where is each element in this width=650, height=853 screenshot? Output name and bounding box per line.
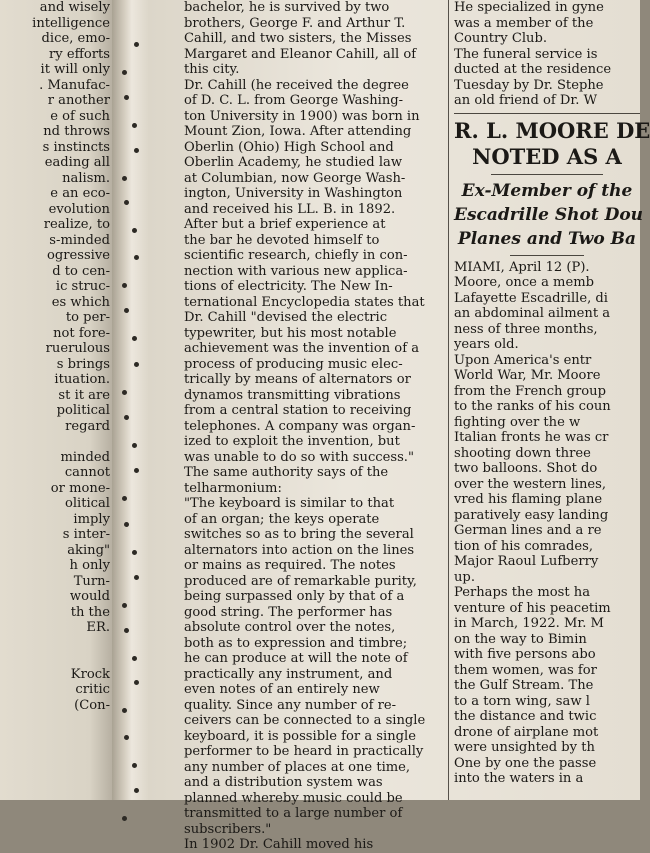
text-line: into the waters in a	[454, 771, 584, 786]
text-line: ER.	[86, 620, 110, 635]
text-line: One by one the passe	[454, 755, 597, 771]
subhead-divider	[510, 255, 584, 256]
text-line: eading all	[44, 155, 110, 170]
text-line: Krock	[70, 666, 110, 682]
text-line: or mains as required. The notes	[184, 558, 396, 573]
binding-hole	[122, 390, 127, 395]
binding-hole	[134, 362, 139, 367]
text-line: Mount Zion, Iowa. After attending	[184, 124, 412, 139]
moore-obituary-column	[454, 0, 650, 787]
text-line: this city.	[184, 62, 240, 77]
text-line: it will only	[40, 62, 110, 77]
text-line: alternators into action on the lines	[184, 542, 415, 558]
text-line: good string. The performer has	[184, 604, 393, 620]
text-line: practically any instrument, and	[184, 666, 393, 682]
binding-hole	[132, 550, 137, 555]
text-line: Upon America's entr	[454, 352, 592, 368]
text-line: ness of three months,	[454, 321, 598, 337]
binding-hole	[134, 148, 139, 153]
text-line: The funeral service is	[454, 46, 598, 62]
text-line: Dr. Cahill "devised the electric	[184, 310, 388, 325]
binding-hole	[124, 415, 129, 420]
text-line: The same authority says of the	[184, 465, 389, 480]
cahill-obituary-column	[184, 0, 456, 853]
text-line: regard	[65, 418, 110, 434]
text-line: up.	[454, 569, 475, 585]
headline-line: R. L. MOORE DE	[454, 117, 650, 143]
text-line: st it are	[58, 387, 110, 403]
binding-hole	[122, 816, 127, 821]
subheadline-line: Ex-Member of the	[461, 180, 633, 201]
text-line: the distance and twic	[454, 709, 597, 724]
binding-hole	[134, 788, 139, 793]
text-line: or mone-	[50, 480, 110, 496]
binding-hole	[124, 628, 129, 633]
text-line: h only	[69, 558, 110, 573]
text-line: to the ranks of his coun	[454, 399, 611, 414]
text-line: years old.	[454, 337, 519, 352]
text-line: being surpassed only by that of a	[184, 589, 405, 604]
text-line: nd throws	[43, 124, 110, 139]
binding-hole	[132, 228, 137, 233]
binding-hole	[124, 308, 129, 313]
text-line: performer to be heard in practically	[184, 744, 424, 759]
article-body	[454, 260, 640, 787]
text-line: nalism.	[62, 170, 110, 186]
text-line: Italian fronts he was cr	[454, 430, 609, 445]
binding-hole	[122, 283, 127, 288]
subheadline	[454, 179, 644, 251]
binding-hole	[132, 763, 137, 768]
text-line	[2, 651, 110, 667]
text-line: subscribers."	[184, 821, 272, 837]
text-line: switches so as to bring the several	[184, 527, 414, 542]
text-line: minded	[60, 449, 110, 465]
text-line: venture of his peacetim	[454, 600, 611, 616]
text-line: telharmonium:	[184, 480, 282, 496]
text-line: cannot	[64, 465, 110, 480]
text-line: s instincts	[42, 139, 110, 155]
text-line: tions of electricity. The New In-	[184, 279, 393, 294]
text-line: critic	[75, 682, 110, 697]
text-line: both as to expression and timbre;	[184, 635, 408, 651]
text-line: from a central station to receiving	[184, 403, 412, 418]
text-line: any number of places at one time,	[184, 759, 411, 775]
text-line: Moore, once a memb	[454, 275, 594, 290]
text-line: tion of his comrades,	[454, 538, 594, 554]
text-line: trically by means of alternators or	[184, 372, 411, 387]
text-line: ceivers can be connected to a single	[184, 713, 426, 728]
text-line: planned whereby music could be	[184, 790, 403, 806]
text-line: s inter-	[62, 527, 110, 542]
text-line: absolute control over the notes,	[184, 620, 396, 635]
column-rule	[448, 0, 449, 800]
headline-line: NOTED AS A	[472, 143, 622, 169]
text-line: intelligence	[32, 15, 110, 31]
text-line: transmitted to a large number of	[184, 806, 403, 821]
text-line: Tuesday by Dr. Stephe	[454, 77, 604, 93]
text-line: was a member of the	[454, 15, 594, 31]
text-line: ized to exploit the invention, but	[184, 434, 400, 449]
text-line: th the	[70, 604, 110, 620]
text-line: the Gulf Stream. The	[454, 678, 594, 693]
text-line: and wisely	[39, 0, 110, 15]
text-line: them women, was for	[454, 662, 597, 678]
text-line: he can produce at will the note of	[184, 651, 408, 666]
binding-hole	[122, 603, 127, 608]
text-line: Perhaps the most ha	[454, 585, 591, 600]
text-line: e an eco-	[50, 186, 110, 201]
text-line: evolution	[48, 201, 110, 217]
binding-hole	[132, 123, 137, 128]
text-line: r another	[47, 93, 110, 108]
text-line: at Columbian, now George Wash-	[184, 170, 406, 186]
headline	[454, 117, 650, 170]
headline-divider	[491, 174, 603, 175]
text-line: bachelor, he is survived by two	[184, 0, 390, 15]
text-line: Margaret and Eleanor Cahill, all of	[184, 46, 417, 62]
article-divider	[454, 113, 640, 114]
text-line: German lines and a re	[454, 523, 602, 538]
text-line: telephones. A company was organ-	[184, 418, 416, 434]
text-line: quality. Since any number of re-	[184, 697, 397, 713]
binding-hole	[134, 680, 139, 685]
text-line: an abdominal ailment a	[454, 306, 611, 321]
text-line: nection with various new applica-	[184, 263, 408, 279]
text-line: After but a brief experience at	[184, 217, 386, 232]
text-line: with five persons abo	[454, 647, 596, 662]
text-line	[2, 434, 110, 450]
text-line: of D. C. L. from George Washing-	[184, 93, 404, 108]
text-line: Dr. Cahill (he received the degree	[184, 77, 409, 93]
text-line: ternational Encyclopedia states that	[184, 294, 425, 310]
text-line: were unsighted by th	[454, 740, 595, 755]
text-line: s brings	[56, 356, 110, 372]
text-line: Country Club.	[454, 31, 548, 46]
binding-hole	[124, 200, 129, 205]
text-line: es which	[51, 294, 110, 310]
binding-hole	[124, 522, 129, 527]
text-line: paratively easy landing	[454, 507, 609, 523]
text-line	[2, 636, 110, 652]
text-line: on the way to Bimin	[454, 631, 587, 647]
text-line: ituation.	[54, 372, 110, 387]
text-line: realize, to	[43, 217, 110, 232]
previous-article-tail	[454, 0, 640, 109]
left-column-text	[2, 0, 110, 713]
binding-holes	[120, 0, 144, 800]
text-line: ruerulous	[45, 341, 110, 356]
binding-hole	[134, 42, 139, 47]
binding-hole	[134, 468, 139, 473]
text-line: fighting over the w	[454, 414, 581, 430]
text-line: to a torn wing, saw l	[454, 693, 590, 709]
text-line: would	[69, 589, 110, 604]
binding-hole	[134, 575, 139, 580]
text-line: achievement was the invention of a	[184, 341, 420, 356]
binding-hole	[134, 255, 139, 260]
text-line: s-minded	[49, 232, 110, 248]
binding-hole	[124, 735, 129, 740]
text-line: dice, emo-	[41, 31, 110, 46]
text-line: political	[56, 403, 110, 418]
text-line: Turn-	[73, 573, 110, 589]
text-line: He specialized in gyne	[454, 0, 604, 15]
text-line: the bar he devoted himself to	[184, 232, 380, 248]
text-line: was unable to do so with success."	[184, 449, 414, 465]
binding-hole	[122, 496, 127, 501]
left-page	[0, 0, 112, 800]
binding-hole	[122, 176, 127, 181]
text-line: brothers, George F. and Arthur T.	[184, 15, 406, 31]
text-line: ducted at the residence	[454, 62, 612, 77]
text-line: olitical	[64, 496, 110, 511]
text-line: and a distribution system was	[184, 775, 383, 790]
text-line: World War, Mr. Moore	[454, 368, 601, 383]
text-line: d to cen-	[52, 263, 110, 279]
subheadline-line: Escadrille Shot Dou	[454, 204, 644, 225]
text-line: two balloons. Shot do	[454, 461, 598, 476]
text-line: MIAMI, April 12 (P).	[454, 259, 590, 275]
text-line: dynamos transmitting vibrations	[184, 387, 401, 403]
text-line: (Con-	[74, 697, 110, 713]
binding-hole	[122, 708, 127, 713]
text-line: and received his LL. B. in 1892.	[184, 201, 396, 217]
text-line: In 1902 Dr. Cahill moved his	[184, 837, 374, 852]
text-line: over the western lines,	[454, 476, 607, 492]
binding-hole	[132, 656, 137, 661]
text-line: shooting down three	[454, 445, 591, 461]
text-line: from the French group	[454, 383, 606, 399]
text-line: Major Raoul Lufberry	[454, 554, 599, 569]
text-line: in March, 1922. Mr. M	[454, 616, 604, 631]
text-line: not fore-	[53, 325, 110, 341]
text-line: produced are of remarkable purity,	[184, 573, 417, 589]
text-line: ry efforts	[49, 46, 110, 62]
right-page	[148, 0, 650, 852]
text-line: ogressive	[46, 248, 110, 263]
text-line: vred his flaming plane	[454, 492, 603, 507]
text-line: Lafayette Escadrille, di	[454, 290, 608, 306]
text-line: keyboard, it is possible for a single	[184, 728, 416, 744]
binding-hole	[132, 336, 137, 341]
text-line: of an organ; the keys operate	[184, 511, 380, 527]
text-line: process of producing music elec-	[184, 356, 403, 372]
subheadline-line: Planes and Two Ba	[457, 228, 637, 249]
text-line: Oberlin (Ohio) High School and	[184, 139, 394, 155]
text-line: drone of airplane mot	[454, 724, 599, 740]
text-line: scientific research, chiefly in con-	[184, 248, 408, 263]
text-line: ington, University in Washington	[184, 186, 403, 201]
text-line: "The keyboard is similar to that	[184, 496, 395, 511]
text-line: ton University in 1900) was born in	[184, 108, 420, 124]
text-line: aking"	[67, 542, 110, 558]
binding-hole	[124, 95, 129, 100]
text-line: even notes of an entirely new	[184, 682, 380, 697]
binding-hole	[122, 70, 127, 75]
text-line: ic struc-	[55, 279, 110, 294]
text-line: to per-	[65, 310, 110, 325]
text-line: an old friend of Dr. W	[454, 93, 598, 108]
text-line: typewriter, but his most notable	[184, 325, 397, 341]
text-line: . Manufac-	[39, 77, 110, 93]
text-line: imply	[73, 511, 110, 527]
text-line: Oberlin Academy, he studied law	[184, 155, 403, 170]
binding-hole	[132, 443, 137, 448]
text-line: Cahill, and two sisters, the Misses	[184, 31, 412, 46]
text-line: e of such	[50, 108, 110, 124]
